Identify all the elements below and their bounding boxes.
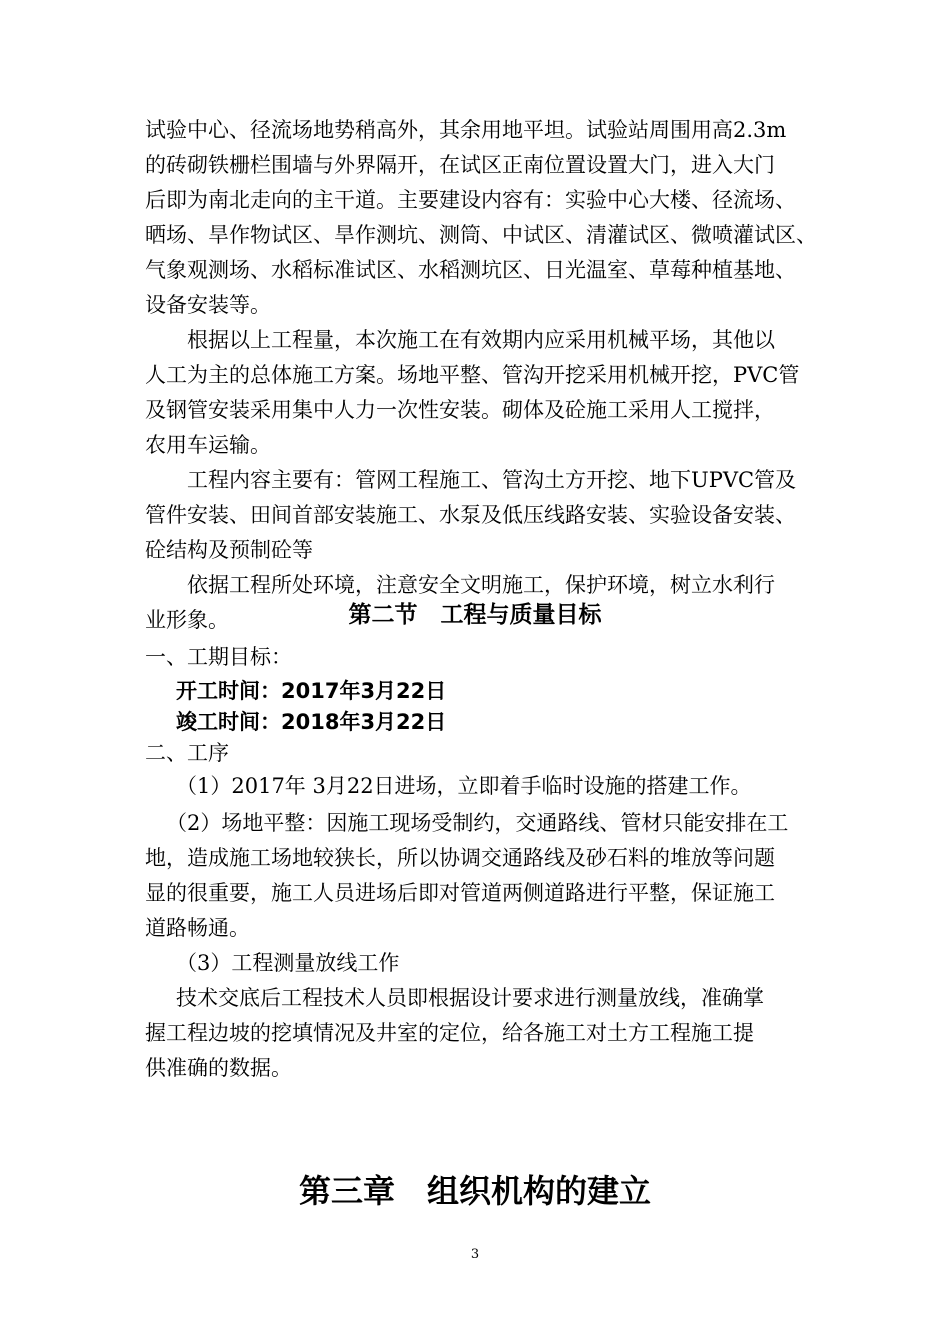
paragraph-line: 后即为南北走向的主干道。主要建设内容有：实验中心大楼、径流场、 [145,188,796,212]
paragraph-line: 设备安装等。 [145,293,271,317]
paragraph-line: 地，造成施工场地较狭长，所以协调交通路线及砂石料的堆放等问题 [145,846,775,870]
process-item-3: （3）工程测量放线工作 [176,951,400,975]
chapter-title: 第三章 组织机构的建立 [298,1172,651,1210]
paragraph-line: 显的很重要，施工人员进场后即对管道两侧道路进行平整，保证施工 [145,881,775,905]
paragraph-line: 工程内容主要有：管网工程施工、管沟土方开挖、地下UPVC管及 [187,468,797,492]
paragraph-line: 根据以上工程量，本次施工在有效期内应采用机械平场，其他以 [187,328,775,352]
paragraph-line: 农用车运输。 [145,433,271,457]
paragraph-line: 管件安装、田间首部安装施工、水泵及低压线路安装、实验设备安装、 [145,503,796,527]
paragraph-line: 供准确的数据。 [145,1056,292,1080]
paragraph-line: 气象观测场、水稻标准试区、水稻测坑区、日光温室、草莓种植基地、 [145,258,796,282]
paragraph-line: 的砖砌铁栅栏围墙与外界隔开，在试区正南位置设置大门，进入大门 [145,153,775,177]
schedule-heading: 一、工期目标： [145,645,292,669]
paragraph-line: 试验中心、径流场地势稍高外，其余用地平坦。试验站周围用高2.3m [145,118,787,142]
paragraph-line: 握工程边坡的挖填情况及井室的定位，给各施工对土方工程施工提 [145,1021,754,1045]
page-number: 3 [470,1247,480,1262]
start-date: 开工时间：2017年3月22日 [176,679,447,703]
paragraph-line: 技术交底后工程技术人员即根据设计要求进行测量放线，准确掌 [176,986,764,1010]
paragraph-line: 业形象。 [145,608,229,632]
paragraph-line: 道路畅通。 [145,916,250,940]
paragraph-line: 及钢管安装采用集中人力一次性安装。砌体及砼施工采用人工搅拌， [145,398,775,422]
paragraph-line: 砼结构及预制砼等 [145,538,313,562]
paragraph-line: 依据工程所处环境，注意安全文明施工，保护环境，树立水利行 [187,573,775,597]
process-item-2: （2）场地平整：因施工现场受制约，交通路线、管材只能安排在工 [166,811,789,835]
process-heading: 二、工序 [145,741,229,765]
section-title: 第二节 工程与质量目标 [348,602,602,628]
paragraph-line: 人工为主的总体施工方案。场地平整、管沟开挖采用机械开挖，PVC管 [145,363,800,387]
process-item-1: （1）2017年 3月22日进场，立即着手临时设施的搭建工作。 [176,774,752,798]
paragraph-line: 晒场、旱作物试区、旱作测坑、测筒、中试区、清灌试区、微喷灌试区、 [145,223,817,247]
end-date: 竣工时间：2018年3月22日 [176,710,447,734]
